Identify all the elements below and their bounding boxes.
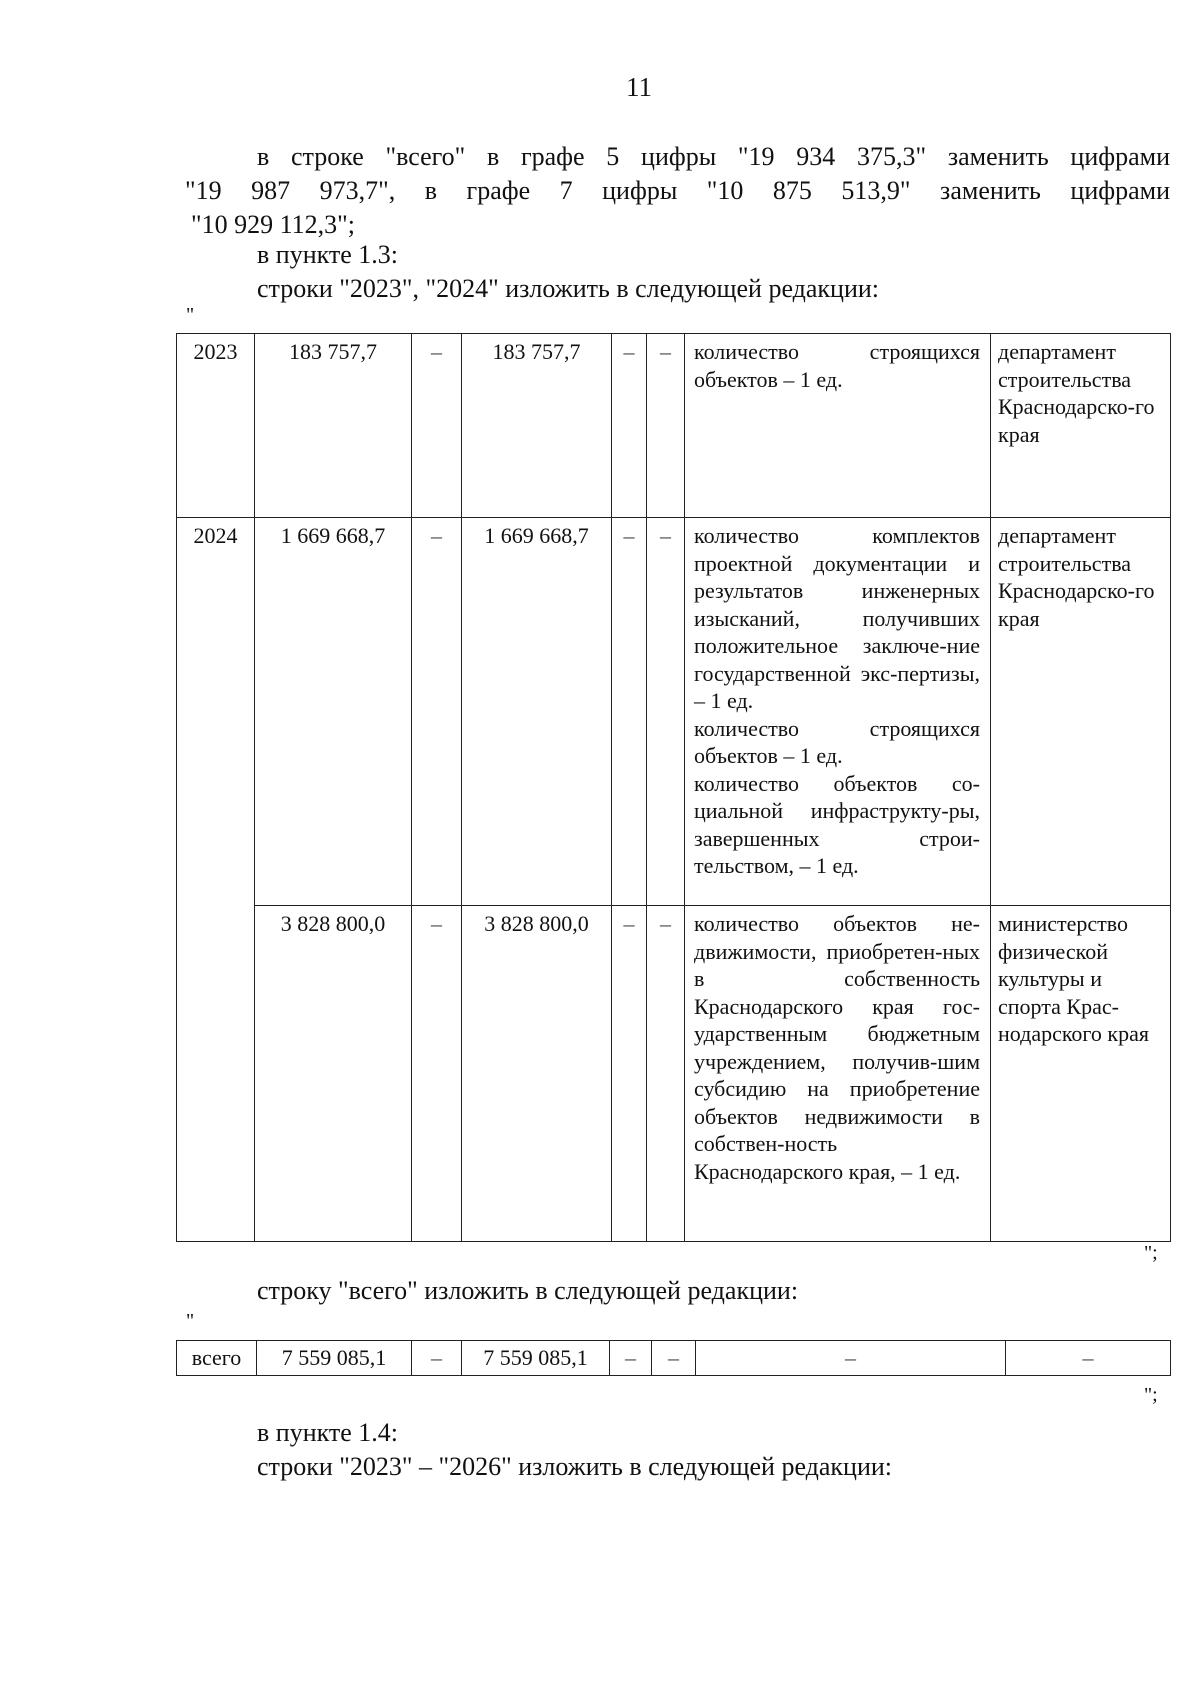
point-1-4-label: в пункте 1.4: — [257, 1418, 399, 1447]
intro-line-3: "10 929 112,3"; — [191, 210, 355, 239]
close-quote-1: "; — [1144, 1242, 1158, 1264]
rows-2023-2024-table — [176, 333, 1171, 1242]
responsible-cell: министерство физической культуры и спорта Крас-нодарского края — [991, 906, 1171, 1242]
indicator-item: количество комплектов проектной документации и результатов инженерных изысканий, получивших положительное заключе-ние государственной экс-пертизы, – 1 ед. — [694, 523, 980, 713]
col6-cell: – — [652, 1341, 696, 1376]
rows-2023-2026-label: строки "2023" – "2026" изложить в следующей редакции: — [257, 1452, 893, 1481]
indicator-item: количество объектов со-циальной инфраструкту-ры, завершенных строи-тельством, – 1 ед. — [694, 770, 980, 878]
indicator-cell — [685, 906, 991, 1242]
total-cell: 3 828 800,0 — [255, 906, 412, 1242]
open-quote-1: " — [186, 304, 195, 326]
col3-cell: – — [412, 906, 462, 1242]
intro-paragraph — [185, 140, 1170, 242]
responsible-cell: департамент строительства Краснодарско-го края — [991, 334, 1171, 518]
col3-cell: – — [412, 334, 462, 518]
table-row — [177, 334, 1171, 518]
page-number: 11 — [626, 72, 652, 102]
indicator-item: количество объектов не-движимости, приобретен-ных в собственность Краснодарского края гос-ударственным бюджетным учреждением, получив-шим субсидию на приобретение объектов недвижимости в собствен-ность Краснодарского края, – 1 ед. — [694, 911, 980, 1184]
indicator-item: количество строящихся объектов – 1 ед. — [694, 339, 980, 392]
table-row — [177, 1341, 1171, 1376]
col4-cell: 1 669 668,7 — [462, 518, 612, 906]
close-quote-2: "; — [1144, 1384, 1158, 1406]
year-cell: 2024 — [177, 518, 255, 1242]
label-cell: всего — [177, 1341, 257, 1376]
intro-line-1: в строке "всего" в графе 5 цифры "19 934 375,3" заменить цифрами — [257, 142, 1170, 171]
col6-cell: – — [647, 334, 685, 518]
col5-cell: – — [612, 334, 647, 518]
col5-cell: – — [612, 518, 647, 906]
rows-2023-2024-label: строки "2023", "2024" изложить в следующей редакции: — [257, 274, 880, 303]
responsible-cell: департамент строительства Краснодарско-го края — [991, 518, 1171, 906]
col8-cell: – — [1006, 1341, 1171, 1376]
col4-cell: 183 757,7 — [462, 334, 612, 518]
col4-cell: 3 828 800,0 — [462, 906, 612, 1242]
table-row — [177, 518, 1171, 906]
table-row — [177, 906, 1171, 1242]
col6-cell: – — [647, 906, 685, 1242]
point-1-3-label: в пункте 1.3: — [257, 240, 399, 269]
intro-line-2: "19 987 973,7", в графе 7 цифры "10 875 513,9" заменить цифрами — [185, 176, 1170, 205]
col4-cell: 7 559 085,1 — [462, 1341, 610, 1376]
open-quote-2: " — [186, 1310, 195, 1332]
indicator-cell — [685, 334, 991, 518]
indicator-cell — [685, 518, 991, 906]
col5-cell: – — [610, 1341, 652, 1376]
total-cell: 1 669 668,7 — [255, 518, 412, 906]
total-cell: 7 559 085,1 — [257, 1341, 412, 1376]
total-row-table — [176, 1340, 1171, 1376]
indicator-item: количество строящихся объектов – 1 ед. — [694, 715, 980, 768]
col5-cell: – — [612, 906, 647, 1242]
col6-cell: – — [647, 518, 685, 906]
col3-cell: – — [412, 518, 462, 906]
col7-cell: – — [696, 1341, 1006, 1376]
year-cell: 2023 — [177, 334, 255, 518]
total-row-label: строку "всего" изложить в следующей редакции: — [257, 1276, 799, 1305]
total-cell: 183 757,7 — [255, 334, 412, 518]
col3-cell: – — [412, 1341, 462, 1376]
